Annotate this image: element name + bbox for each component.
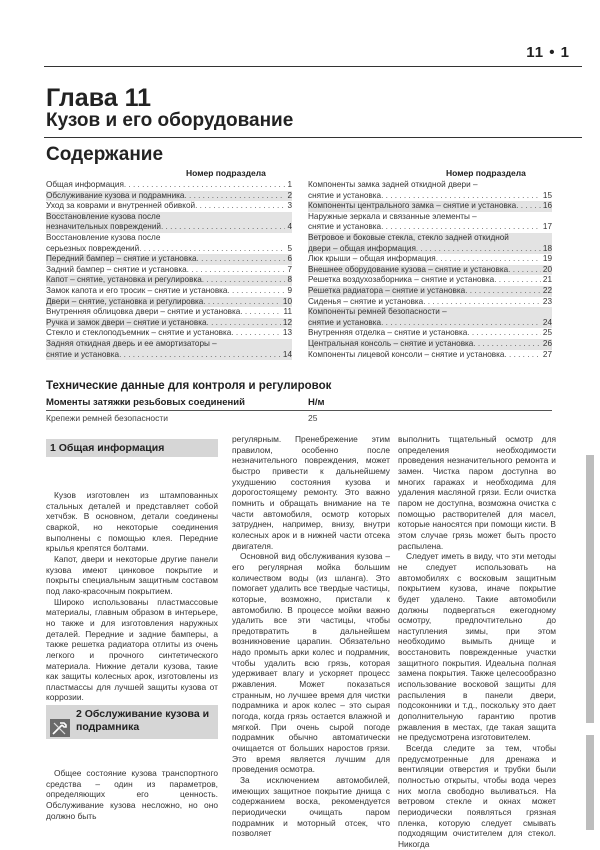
section-2-body (46, 768, 218, 821)
section-2-heading (46, 705, 218, 739)
toc-entry (46, 201, 292, 212)
toc-entry (46, 244, 292, 255)
toc-entry (46, 180, 292, 191)
toc-entry-title: Решетка радиатора – снятие и установка (308, 285, 466, 295)
toc-entry-page: 5 (287, 243, 292, 253)
toc-entry-title: снятие и установка (46, 349, 120, 359)
toc-leader-dots (161, 222, 285, 233)
toc-right-column-header: Номер подраздела (446, 168, 526, 178)
toc-entry (46, 307, 292, 318)
section-1-body (46, 490, 218, 703)
paragraph: регулярным. Пренебрежение этим правилом, особенно после незначительного повреждения, может быстро привести к дальнейшему ухудшению состояния кузова и дорогостоящему ремонту. Это важно помнить и обращать внимание на те части автомобиля, осмотр которых затруднен, например, внизу, внутри колесных арок и в нижней части отсека двигателя. (232, 434, 390, 551)
toc-entry (308, 297, 552, 308)
paragraph: Основной вид обслуживания кузова – его регулярная мойка большим количеством воды (из шланга). Это помогает удалить все твердые частицы, которые, возможно, пристали к автомобилю. В процессе мойки важно удалить все эти частицы, чтобы предотвратить в дальнейшем возникновение царапин. Обязательно надо промыть арки колес и подрамник, чтобы удалить всю грязь, которая удерживает влагу и ускоряет процесс ржавления. Может показаться странным, но лучшее время для чистки подрамника и арок колес – это сырая погода, когда грязь остается влажной и мягкой. При очень сырой погоде подрамник обычно автоматически очищается от больших наростов грязи. Это время является лучшим для проведения осмотра. (232, 551, 390, 775)
toc-entry-page: 13 (282, 328, 292, 338)
toc-entry-title: Задняя откидная дверь и ее амортизаторы – (46, 338, 217, 348)
toc-leader-dots (124, 180, 286, 191)
toc-entry-title: Центральная консоль – снятие и установка (308, 338, 474, 348)
toc-entry-page: 18 (542, 243, 552, 253)
toc-entry (308, 318, 552, 329)
toc-entry (308, 212, 552, 223)
toc-entry-title: снятие и установка (308, 190, 382, 200)
toc-entry-title: Ручка и замок двери – снятие и установка (46, 317, 207, 327)
paragraph: Широко использованы пластмассовые материалы, главным образом в интерьере, но также и для изготовления наружных деталей. Передние и задние бамперы, а также решетка радиатора отлиты из очень легкого и прочного синтетического материала. Нижние детали кузова, такие как защиты колесных арок, изготовлены из пластмассы для лучшей защиты кузова от коррозии. (46, 596, 218, 703)
page-number: 11 • 1 (526, 44, 570, 61)
column-3-body (398, 434, 556, 850)
toc-entry-title: Люк крыши – общая информация (308, 254, 436, 264)
toc-entry-title: серьезных повреждений (46, 243, 140, 253)
toc-entry-title: Решетка воздухозаборника – снятие и установка (308, 275, 495, 285)
toc-entry-page: 21 (542, 275, 552, 285)
paragraph: Кузов изготовлен из штампованных стальных деталей и представляет собой хетчбэк. В основном, детали соединены сваркой, но некоторые соединения выполнены с помощью клея. Передние крылья крепятся болтами. (46, 490, 218, 554)
wrench-icon (50, 719, 70, 737)
toc-leader-dots (416, 244, 541, 255)
toc-leader-dots (228, 286, 286, 297)
toc-entry (46, 233, 292, 244)
toc-entry (308, 254, 552, 265)
toc-entry (46, 254, 292, 265)
toc-entry-page: 14 (282, 349, 292, 359)
toc-entry (46, 339, 292, 350)
toc-leader-dots (423, 297, 541, 308)
torque-unit: Н/м (308, 397, 325, 408)
toc-entry (308, 233, 552, 244)
toc-entry-page: 10 (282, 296, 292, 306)
toc-entry (308, 307, 552, 318)
toc-entry-title: Общая информация (46, 180, 124, 189)
toc-entry-page: 7 (287, 264, 292, 274)
toc-entry-page: 24 (542, 317, 552, 327)
toc-entry-page: 4 (287, 222, 292, 232)
paragraph: выполнить тщательный осмотр для определения необходимости проведения незначительного ремонта и замен. Чистка паром доступна во многих гаражах и необходима для удаления масляной грязи. Если очистка паром не доступна, возможна очистка с помощью растворителей для масел, которые наносятся при помощи кисти. В этом случае грязь может быть просто распылена. (398, 434, 556, 551)
toc-entry (308, 201, 552, 212)
toc-entry-page: 26 (542, 338, 552, 348)
toc-entry-page: 11 (283, 307, 292, 317)
toc-entry-title: Внутренняя облицовка двери – снятие и установка (46, 307, 241, 317)
toc-entry-page: 1 (287, 180, 292, 189)
toc-entry-title: Компоненты ремней безопасности – (308, 307, 447, 317)
chapter-rule (44, 137, 582, 138)
toc-entry (46, 286, 292, 297)
toc-entry-page: 22 (542, 285, 552, 295)
toc-entry-title: Замок капота и его тросик – снятие и установка (46, 285, 228, 295)
toc-entry-title: снятие и установка (308, 222, 382, 232)
toc-entry-title: Передний бампер – снятие и установка (46, 254, 197, 264)
toc-entry-title: Внутренняя отделка – снятие и установка (308, 328, 468, 338)
tech-data-heading: Технические данные для контроля и регулировок (46, 380, 332, 392)
toc-leader-dots (465, 286, 541, 297)
toc-entry-title: Двери – снятие, установка и регулировка (46, 296, 204, 306)
toc-leader-dots (508, 265, 541, 276)
toc-leader-dots (207, 318, 281, 329)
toc-right-list (308, 180, 552, 360)
contents-heading: Содержание (46, 144, 164, 165)
toc-entry-title: незначительных повреждений (46, 222, 161, 232)
toc-leader-dots (381, 222, 541, 233)
toc-entry (46, 328, 292, 339)
toc-leader-dots (119, 350, 281, 361)
toc-entry (308, 222, 552, 233)
toc-entry (308, 180, 552, 191)
toc-entry-page: 6 (287, 254, 292, 264)
toc-entry (308, 191, 552, 202)
toc-entry-title: Восстановление кузова после (46, 232, 161, 242)
toc-entry-title: Восстановление кузова после (46, 211, 161, 221)
toc-entry-title: Внешнее оборудование кузова – снятие и установка (308, 264, 509, 274)
toc-entry (46, 297, 292, 308)
toc-leader-dots (187, 265, 286, 276)
toc-entry-title: Ветровое и боковые стекла, стекло задней откидной (308, 232, 509, 242)
toc-entry-title: Сиденья – снятие и установка (308, 296, 424, 306)
header-rule (44, 66, 582, 67)
torque-value: 25 (308, 413, 318, 423)
toc-entry-page: 15 (542, 190, 552, 200)
toc-entry (46, 212, 292, 223)
toc-entry-title: снятие и установка (308, 317, 382, 327)
torque-item: Крепежи ремней безопасности (46, 413, 169, 423)
toc-entry-title: Компоненты центрального замка – снятие и установка (308, 201, 517, 211)
torque-label: Моменты затяжки резьбовых соединений (46, 397, 245, 408)
toc-leader-dots (203, 297, 281, 308)
toc-entry-title: Обслуживание кузова и подрамника (46, 190, 185, 200)
toc-entry-title: Уход за коврами и внутренней обивкой (46, 201, 196, 211)
torque-rule (46, 410, 552, 411)
toc-leader-dots (381, 191, 541, 202)
section-1-heading: 1 Общая информация (46, 439, 218, 457)
toc-leader-dots (202, 275, 286, 286)
toc-leader-dots (381, 318, 541, 329)
page-edge-tab (586, 735, 594, 830)
toc-entry-page: 25 (542, 328, 552, 338)
toc-entry (308, 328, 552, 339)
toc-left-list (46, 180, 292, 360)
toc-entry-page: 8 (287, 275, 292, 285)
toc-entry (46, 275, 292, 286)
toc-entry (46, 318, 292, 329)
toc-entry-title: двери – общая информация (308, 243, 416, 253)
section-2-title: 2 Обслуживание кузова и подрамника (76, 708, 210, 733)
toc-entry-title: Наружные зеркала и связанные элементы – (308, 211, 477, 221)
toc-entry (46, 265, 292, 276)
toc-entry-page: 20 (542, 264, 552, 274)
toc-entry-title: Стекло и стеклоподъемник – снятие и установка (46, 328, 232, 338)
toc-leader-dots (240, 307, 281, 318)
chapter-title: Глава 11 (46, 84, 152, 112)
toc-entry-page: 16 (542, 201, 552, 211)
toc-entry (308, 350, 552, 361)
toc-entry-title: Капот – снятие, установка и регулировка (46, 275, 202, 285)
toc-entry-page: 9 (287, 285, 292, 295)
toc-entry-page: 12 (282, 317, 292, 327)
toc-entry (46, 222, 292, 233)
toc-leader-dots (436, 254, 541, 265)
paragraph: Капот, двери и некоторые другие панели кузова имеют цинковое покрытие и покрыты специальным защитным составом под лако-красочным покрытием. (46, 553, 218, 596)
chapter-subtitle: Кузов и его оборудование (46, 110, 294, 131)
toc-entry-page: 3 (287, 201, 292, 211)
toc-leader-dots (184, 191, 285, 202)
toc-entry (308, 244, 552, 255)
paragraph: За исключением автомобилей, имеющих защитное покрытие днища с содержанием воска, рекомендуется периодически очищать паром подрамник и моторный отсек, что позволяет (232, 775, 390, 839)
toc-left-column-header: Номер подраздела (186, 168, 266, 178)
toc-leader-dots (473, 339, 541, 350)
toc-entry-page: 23 (542, 296, 552, 306)
toc-entry-page: 19 (542, 254, 552, 264)
toc-entry-page: 27 (542, 349, 552, 359)
toc-entry-page: 2 (287, 190, 292, 200)
toc-entry (308, 275, 552, 286)
paragraph: Всегда следите за тем, чтобы предусмотренные для дренажа и вентиляции отверстия и трубки были полностью открыты, чтобы вода через них могла свободно выливаться. На ветровом стекле и окнах может периодически появляться грязная пленка, которую следует смывать подходящим очистителем для стекол. Никогда (398, 743, 556, 849)
column-2-body (232, 434, 390, 839)
toc-entry-title: Компоненты замка задней откидной двери – (308, 180, 478, 189)
toc-leader-dots (197, 254, 286, 265)
toc-entry-title: Компоненты лицевой консоли – снятие и установка (308, 349, 505, 359)
toc-entry-title: Задний бампер – снятие и установка (46, 264, 187, 274)
toc-entry (308, 286, 552, 297)
paragraph: Общее состояние кузова транспортного средства – один из параметров, определяющих его ценность. Обслуживание кузова несложно, но оно должно быть (46, 768, 218, 821)
toc-entry (46, 350, 292, 361)
paragraph: Следует иметь в виду, что эти методы не следует использовать на автомобилях с восковым защитным покрытием кузова, иначе покрытие будет удалено. Такие автомобили должны подвергаться ежегодному осмотру, предпочтительно до наступления зимы, при этом необходимо вымыть днище и восстановить поврежденные участки защитного покрытия. Идеальна полная замена покрытия. Также целесообразно использование восковой защиты для распыления в панели двери, подсоконники и т.д., поскольку это дает дополнительную гарантию против ржавления в местах, где такая защита не предусмотрена изготовителем. (398, 551, 556, 743)
toc-leader-dots (504, 350, 540, 361)
toc-leader-dots (467, 328, 541, 339)
toc-leader-dots (516, 201, 541, 212)
toc-entry (308, 265, 552, 276)
toc-entry-page: 17 (542, 222, 552, 232)
toc-leader-dots (494, 275, 541, 286)
toc-leader-dots (231, 328, 281, 339)
toc-leader-dots (195, 201, 285, 212)
toc-entry (46, 191, 292, 202)
toc-leader-dots (139, 244, 285, 255)
page-edge-tab (586, 455, 594, 723)
toc-entry (308, 339, 552, 350)
